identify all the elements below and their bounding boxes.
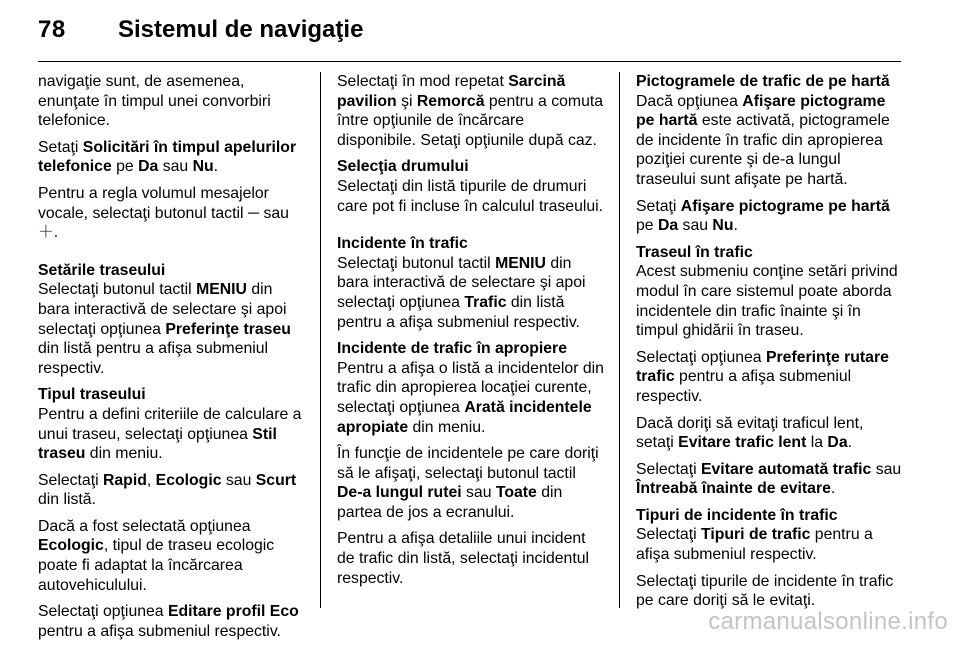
section: Incidente în trafic Selectaţi butonul tactil MENIU din bara interactivă de selectare şi apoi selectaţi opţiunea Trafic din listă pentru a afişa submeniul respectiv. [337,234,605,332]
paragraph: Selectaţi opţiunea Editare profil Eco pentru a afişa submeniul respectiv. [38,603,299,640]
section-heading: Incidente în trafic [337,235,468,253]
paragraph: Dacă doriţi să evitaţi traficul lent, setaţi Evitare trafic lent la Da. [636,414,864,452]
section: Selecţia drumului Selectaţi din listă tipurile de drumuri care pot fi incluse în calculul traseului. [337,158,604,215]
page-number: 78 [38,16,66,43]
paragraph: Selectaţi Evitare automată trafic sau Întreabă înainte de evitare. [636,460,902,498]
section: Tipuri de incidente în trafic Selectaţi Tipuri de trafic pentru a afişa submeniul respectiv. [636,506,904,565]
paragraph: navigaţie sunt, de asemenea, enunţate în timpul unei convorbiri telefonice. [38,73,271,130]
section-heading: Pictogramele de trafic de pe hartă [636,73,890,90]
paragraph: Pentru a afişa detaliile unui incident de trafic din listă, selectaţi incidentul respectiv. [337,530,590,587]
column-2 [337,72,605,595]
section: Incidente de trafic în apropiere Pentru a afişa o listă a incidentelor din trafic din apropierea locaţiei curente, selectaţi opţiunea Arată incidentele apropiate din meniu. [337,340,604,436]
section-heading: Traseul în trafic [636,243,753,261]
column-divider-1 [320,72,321,608]
page-title: Sistemul de navigaţie [118,16,364,43]
paragraph: Pentru a regla volumul mesajelor vocale, selectaţi butonul tactil ─ sau ＋. [38,184,289,242]
column-3 [636,72,904,618]
section-heading: Incidente de trafic în apropiere [337,340,567,358]
paragraph: Selectaţi în mod repetat Sarcină pavilion şi Remorcă pentru a comuta între opţiunile de încărcare disponibile. Setaţi opţiunile după caz. [337,73,604,149]
watermark: carmanualsonline.info [708,608,948,635]
paragraph: Selectaţi tipurile de incidente în trafic pe care doriţi să le evitaţi. [636,572,894,610]
header-divider [38,61,901,62]
paragraph: Selectaţi Rapid, Ecologic sau Scurt din listă. [38,471,297,509]
section: Setările traseului Selectaţi butonul tactil MENIU din bara interactivă de selectare şi apoi selectaţi opţiunea Preferinţe traseu din listă pentru a afişa submeniul respectiv. [38,261,306,379]
paragraph: În funcţie de incidentele pe care doriţi să le afişaţi, selectaţi butonul tactil De-a lungul rutei sau Toate din partea de jos a ecranului. [337,445,599,521]
paragraph: Setaţi Afişare pictograme pe hartă pe Da sau Nu. [636,197,890,235]
section: Pictogramele de trafic de pe hartă Dacă opţiunea Afişare pictograme pe hartă este activată, pictogramele de incidente în trafic din apropierea poziţiei curente şi de-a lungul traseului sunt afişate pe hartă. [636,72,904,190]
section-heading: Tipul traseului [38,386,146,404]
section: Tipul traseului Pentru a defini criteriile de calculare a unui traseu, selectaţi opţiunea Stil traseu din meniu. [38,385,306,463]
paragraph: Dacă a fost selectată opţiunea Ecologic, tipul de traseu ecologic poate fi adaptat la încărcarea autovehiculului. [38,517,275,594]
column-divider-2 [619,72,620,608]
section-heading: Tipuri de incidente în trafic [636,506,838,524]
section-heading: Setările traseului [38,261,166,279]
column-1 [38,72,306,648]
paragraph: Setaţi Solicitări în timpul apelurilor telefonice pe Da sau Nu. [38,138,297,176]
paragraph: Selectaţi opţiunea Preferinţe rutare trafic pentru a afişa submeniul respectiv. [636,348,889,405]
section-heading: Selecţia drumului [337,158,469,176]
section: Traseul în trafic Acest submeniu conţine setări privind modul în care sistemul poate aborda incidentele din trafic înainte şi în timpul ghidării în traseu. [636,243,904,341]
